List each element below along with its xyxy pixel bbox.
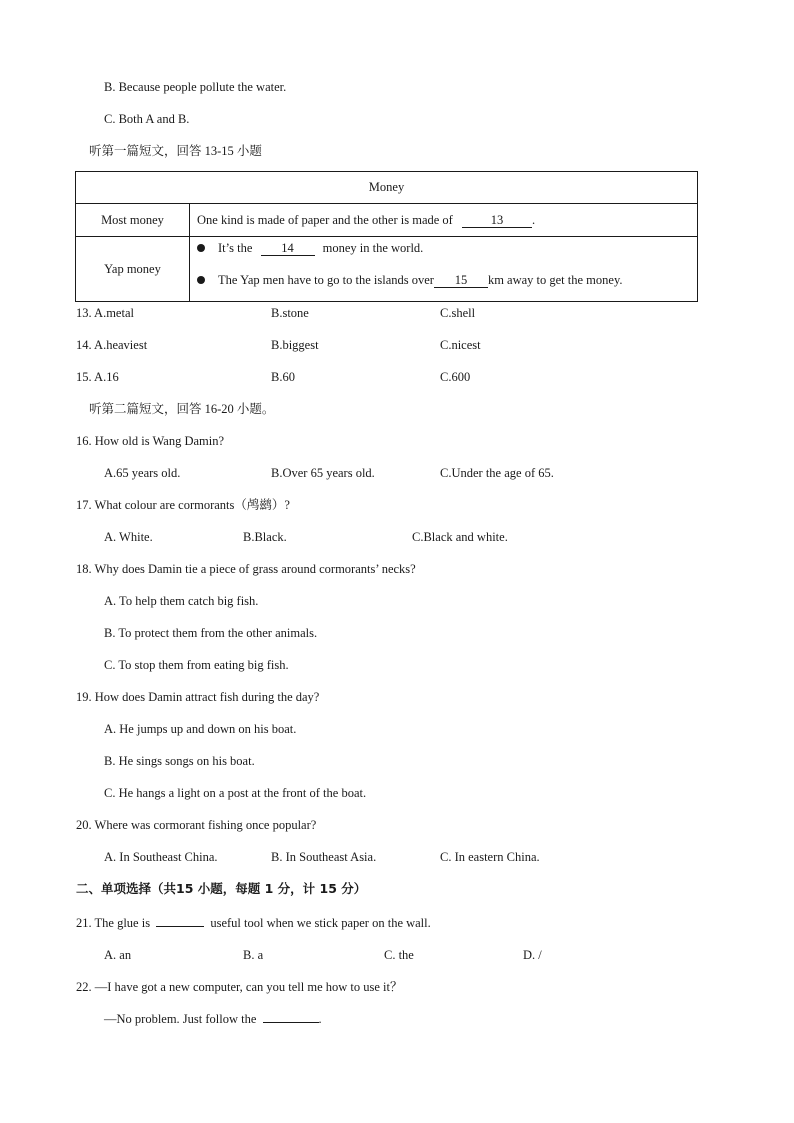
q14-option-b: B.biggest	[271, 338, 319, 352]
q16-option-a: A.65 years old.	[104, 466, 181, 480]
bullet2-before: The Yap men have to go to the islands over	[218, 273, 434, 287]
q15-option-a: 15. A.16	[76, 370, 119, 384]
q17-option-c: C.Black and white.	[412, 530, 508, 544]
row-value-yap-money	[190, 237, 698, 302]
q19-option-c: C. He hangs a light on a post at the front of the boat.	[104, 786, 367, 800]
bullet-item-2	[190, 269, 697, 301]
q20-option-a: A. In Southeast China.	[104, 850, 218, 864]
answer-blank-15: 15	[434, 273, 488, 288]
q20-stem: 20. Where was cormorant fishing once popular?	[76, 818, 317, 832]
q19-option-b: B. He sings songs on his boat.	[104, 754, 255, 768]
q18-stem: 18. Why does Damin tie a piece of grass around cormorants’ necks?	[76, 562, 416, 576]
q16-stem: 16. How old is Wang Damin?	[76, 434, 225, 448]
q20-option-b: B. In Southeast Asia.	[271, 850, 377, 864]
bullet2-after: km away to get the money.	[487, 273, 623, 287]
q20-option-c: C. In eastern China.	[440, 850, 540, 864]
q19-option-a: A. He jumps up and down on his boat.	[104, 722, 297, 736]
q22-line2-before: —No problem. Just follow the	[104, 1012, 257, 1026]
bullet1-before: It’s the	[218, 241, 253, 255]
q13-option-b: B.stone	[271, 306, 309, 320]
money-table-title: Money	[76, 172, 698, 204]
q14-option-c: C.nicest	[440, 338, 481, 352]
money-table	[75, 171, 698, 302]
q21-option-b: B. a	[243, 948, 264, 962]
passage2-instruction: 听第二篇短文，回答 16-20 小题。	[89, 402, 275, 416]
q21-option-d: D. /	[523, 948, 542, 962]
section2-heading: 二、单项选择（共15 小题，每题 1 分，计 15 分）	[76, 881, 367, 896]
q17-option-b: B.Black.	[243, 530, 287, 544]
q15-option-b: B.60	[271, 370, 295, 384]
q18-option-a: A. To help them catch big fish.	[104, 594, 259, 608]
q13-option-a: 13. A.metal	[76, 306, 134, 320]
q22-line2-after: .	[318, 1012, 322, 1026]
q22-line1: 22. —I have got a new computer, can you tell me how to use it？	[76, 980, 403, 994]
row-label-yap-money: Yap money	[76, 237, 190, 302]
q21-stem	[76, 915, 431, 931]
row-value-most-money	[190, 204, 698, 237]
q22-line2	[104, 1011, 322, 1027]
answer-blank-13: 13	[462, 213, 532, 228]
bullet-item-1	[190, 237, 697, 269]
row1-text-before: One kind is made of paper and the other is made of	[197, 212, 453, 227]
bullet-dot-icon	[197, 244, 205, 252]
q21-answer-blank	[156, 926, 204, 927]
passage1-instruction: 听第一篇短文，回答 13-15 小题	[89, 144, 262, 158]
answer-blank-14: 14	[261, 241, 315, 256]
q14-option-a: 14. A.heaviest	[76, 338, 148, 352]
q12-option-b: B. Because people pollute the water.	[104, 80, 287, 94]
q19-stem: 19. How does Damin attract fish during the day?	[76, 690, 320, 704]
q12-option-c: C. Both A and B.	[104, 112, 190, 126]
q13-option-c: C.shell	[440, 306, 476, 320]
q21-option-c: C. the	[384, 948, 414, 962]
q22-answer-blank	[263, 1022, 319, 1023]
q21-stem-after: useful tool when we stick paper on the wall.	[210, 916, 431, 930]
q21-stem-before: 21. The glue is	[76, 916, 151, 930]
q17-stem: 17. What colour are cormorants（鸬鹚）?	[76, 498, 290, 512]
q17-option-a: A. White.	[104, 530, 153, 544]
row1-text-after: .	[531, 212, 536, 227]
q16-option-c: C.Under the age of 65.	[440, 466, 554, 480]
row-label-most-money: Most money	[76, 204, 190, 237]
bullet1-after: money in the world.	[322, 241, 424, 255]
q15-option-c: C.600	[440, 370, 471, 384]
bullet-dot-icon	[197, 276, 205, 284]
q18-option-b: B. To protect them from the other animals.	[104, 626, 318, 640]
q16-option-b: B.Over 65 years old.	[271, 466, 375, 480]
q21-option-a: A. an	[104, 948, 132, 962]
q18-option-c: C. To stop them from eating big fish.	[104, 658, 289, 672]
